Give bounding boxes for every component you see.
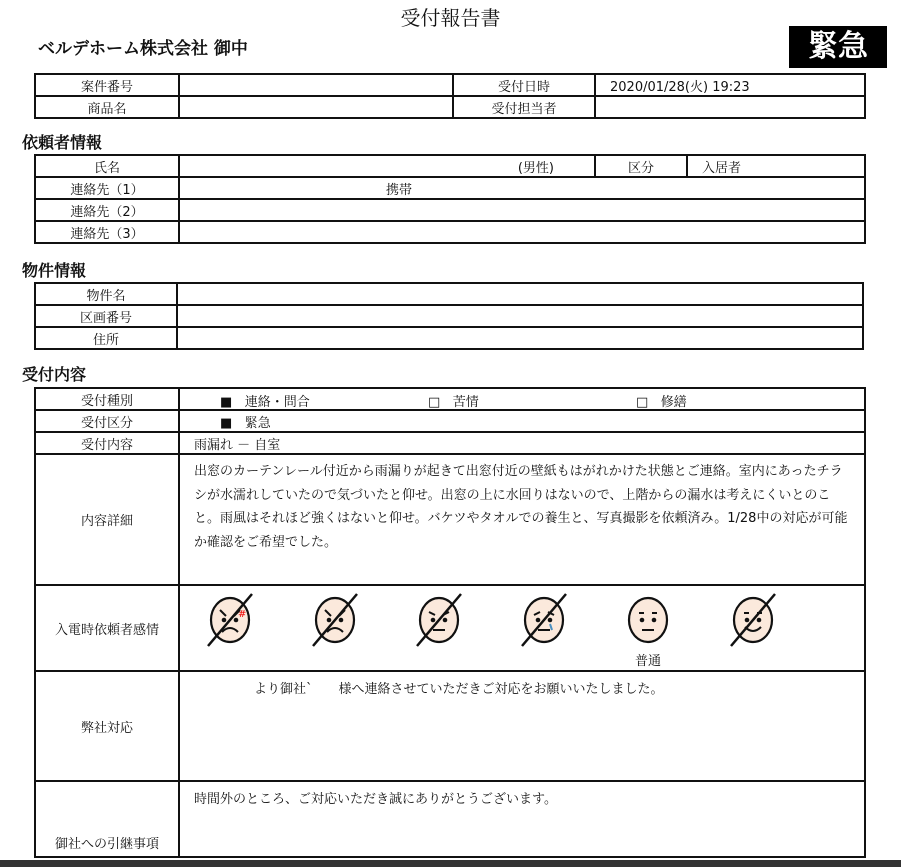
handover-label: 御社への引継事項 [35,781,179,857]
reception-section-title: 受付内容 [22,365,87,384]
checkbox-urgent[interactable]: ■ [220,415,233,431]
emotion-face-annoyed[interactable] [411,592,467,648]
contact1: 携帯 [179,177,865,199]
emotion-face-happy[interactable] [725,592,781,648]
checkbox-contact[interactable]: ■ [220,395,233,410]
response-text: より御社` 様へ連絡させていただきご対応をお願いいたしました。 [179,671,865,781]
case-no [179,74,453,96]
requester-section-title: 依頼者情報 [22,133,103,152]
case-no-label: 案件番号 [35,74,179,96]
product [179,96,453,118]
address-label: 住所 [35,327,177,349]
date-label: 受付日時 [453,74,595,96]
type-options [179,388,865,410]
contact3 [179,221,865,243]
contact1-label: 連絡先（1） [35,177,179,199]
property-section-title: 物件情報 [22,261,87,280]
face-happy-icon [725,592,781,648]
property-table [34,282,864,350]
staff [595,96,865,118]
face-upset-icon [307,592,363,648]
content-value: 雨漏れ － 自室 [179,432,865,454]
emotion-face-angry[interactable] [202,592,258,648]
client-name: ベルデホーム株式会社 御中 [38,39,248,59]
content-label: 受付内容 [35,432,179,454]
option-repair-label: 修繕 [660,395,687,410]
face-annoyed-icon [411,592,467,648]
gender: (男性) [179,155,595,177]
property-name-label: 物件名 [35,283,177,305]
property-name [177,283,863,305]
kubun: 入居者 [687,155,865,177]
requester-table [34,154,866,244]
contact3-label: 連絡先（3） [35,221,179,243]
svg-text:#: # [238,609,247,620]
checkbox-complaint[interactable]: □ [428,395,441,410]
bottom-scrollbar[interactable] [0,860,901,867]
option-contact-label: 連絡・問合 [244,395,310,410]
emotion-face-sad[interactable] [516,592,572,648]
page-title: 受付報告書 [400,6,501,30]
product-label: 商品名 [35,96,179,118]
type-label: 受付種別 [35,388,179,410]
face-sad-icon [516,592,572,648]
unit [177,305,863,327]
address [177,327,863,349]
header-table [34,73,866,119]
emotion-face-normal[interactable] [620,592,676,648]
kubun-label: 区分 [595,155,687,177]
emotion-face-upset[interactable] [307,592,363,648]
face-normal-icon [620,592,676,648]
handover-text: 時間外のところ、ご対応いただき誠にありがとうございます。 [179,781,865,857]
detail-text: 出窓のカーテンレール付近から雨漏りが起きて出窓付近の壁紙もはがれかけた状態とご連絡。室内にあったチラシが水濡れしていたので気づいたと仰せ。出窓の上に水回りはないので、上階からの漏水は考えにくいとのこと。雨風はそれほど強くはないと仰せ。バケツやタオルでの養生と、写真撮影を依頼済み。1/28中の対応が可能か確認をご希望でした。 [179,454,865,585]
emotion-selected-label: 普通 [634,654,661,669]
contact2-label: 連絡先（2） [35,199,179,221]
reception-table [34,387,866,858]
face-angry-icon [202,592,258,648]
staff-label: 受付担当者 [453,96,595,118]
date-value: 2020/01/28(火) 19:23 [595,74,865,96]
urgent-badge: 緊急 [789,26,887,68]
checkbox-repair[interactable]: □ [636,395,649,410]
class-value: 緊急 [244,415,271,431]
class-label: 受付区分 [35,410,179,432]
detail-label: 内容詳細 [35,454,179,585]
emotion-label: 入電時依頼者感情 [35,585,179,671]
contact2 [179,199,865,221]
option-complaint-label: 苦情 [452,395,479,410]
unit-label: 区画番号 [35,305,177,327]
emotion-faces [180,586,864,670]
name-label: 氏名 [35,155,179,177]
response-label: 弊社対応 [35,671,179,781]
